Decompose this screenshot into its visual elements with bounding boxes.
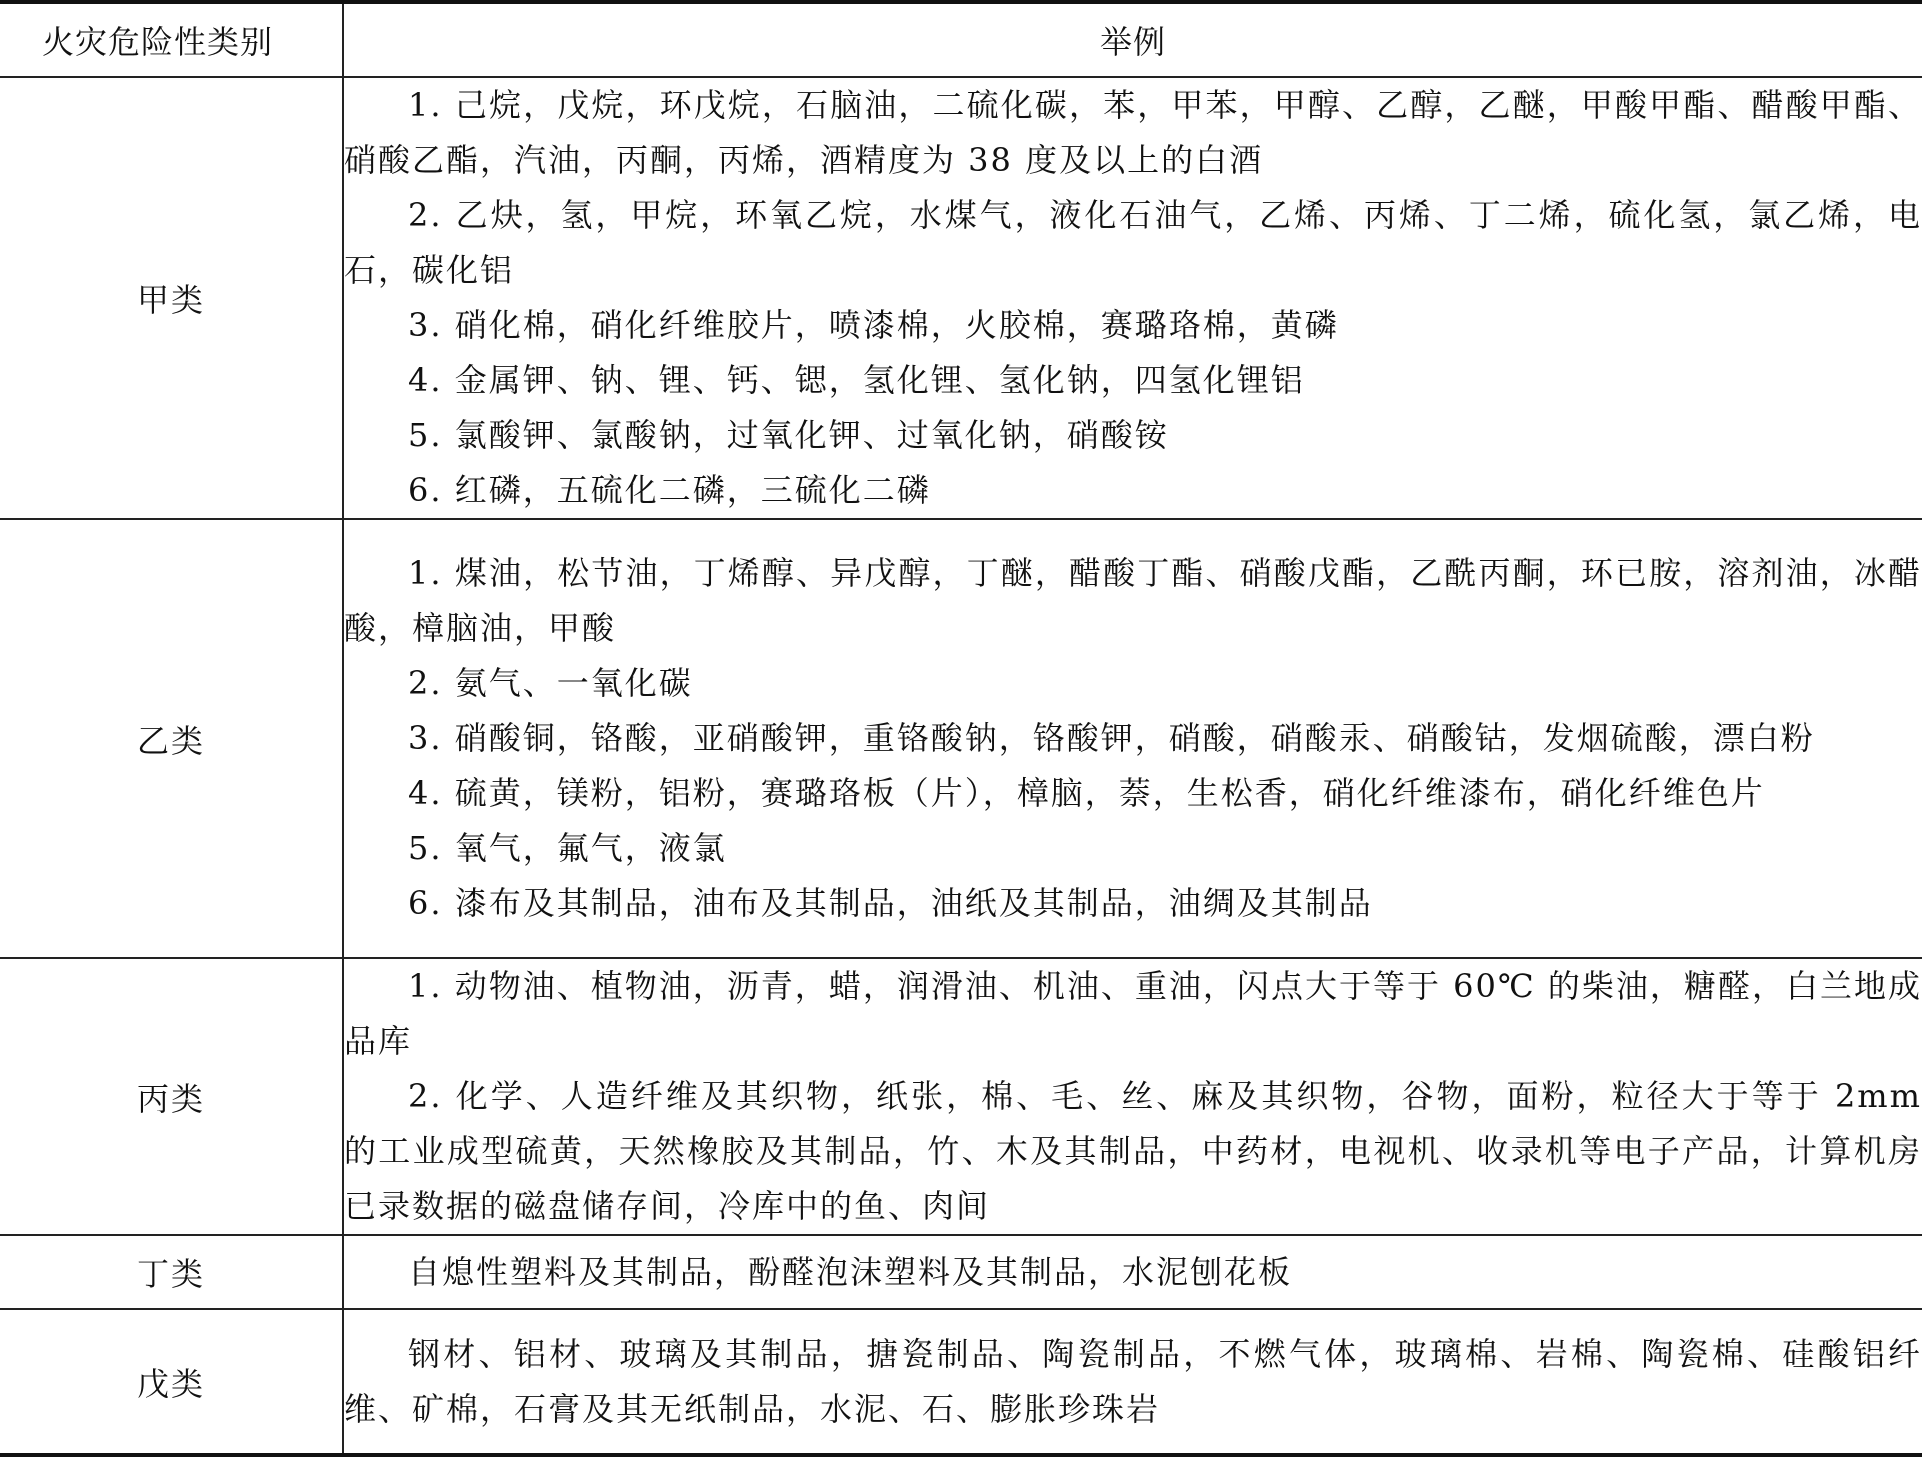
table-row <box>0 958 1922 1235</box>
table-row <box>0 77 1922 519</box>
header-examples: 举例 <box>343 2 1922 77</box>
category-cell: 甲类 <box>0 77 343 519</box>
table-row <box>0 519 1922 958</box>
example-item: 3. 硝化棉，硝化纤维胶片，喷漆棉，火胶棉，赛璐珞棉，黄磷 <box>408 306 1339 344</box>
table-row <box>0 1309 1922 1455</box>
header-category: 火灾危险性类别 <box>0 2 343 77</box>
category-cell: 乙类 <box>0 519 343 958</box>
example-item: 2. 乙炔，氢，甲烷，环氧乙烷，水煤气，液化石油气，乙烯、丙烯、丁二烯，硫化氢，氯乙烯，电石，碳化铝 <box>344 196 1922 289</box>
category-cell: 戊类 <box>0 1309 343 1455</box>
example-item: 5. 氯酸钾、氯酸钠，过氧化钾、过氧化钠，硝酸铵 <box>408 416 1169 454</box>
example-item: 1. 动物油、植物油，沥青，蜡，润滑油、机油、重油，闪点大于等于 60℃ 的柴油，糖醛，白兰地成品库 <box>344 967 1922 1060</box>
example-item: 6. 漆布及其制品，油布及其制品，油纸及其制品，油绸及其制品 <box>408 884 1373 922</box>
example-item: 6. 红磷，五硫化二磷，三硫化二磷 <box>408 471 931 509</box>
category-cell: 丙类 <box>0 958 343 1235</box>
examples-cell <box>343 1235 1922 1309</box>
example-item: 2. 氨气、一氧化碳 <box>408 664 693 702</box>
example-item: 1. 煤油，松节油，丁烯醇、异戊醇，丁醚，醋酸丁酯、硝酸戊酯，乙酰丙酮，环已胺，溶剂油，冰醋酸，樟脑油，甲酸 <box>344 554 1922 647</box>
examples-cell <box>343 958 1922 1235</box>
example-item: 5. 氧气，氟气，液氯 <box>408 829 727 867</box>
category-cell: 丁类 <box>0 1235 343 1309</box>
example-item: 4. 硫黄，镁粉，铝粉，赛璐珞板（片），樟脑，萘，生松香，硝化纤维漆布，硝化纤维色片 <box>408 774 1765 812</box>
example-item: 1. 己烷，戊烷，环戊烷，石脑油，二硫化碳，苯，甲苯，甲醇、乙醇，乙醚，甲酸甲酯、醋酸甲酯、硝酸乙酯，汽油，丙酮，丙烯，酒精度为 38 度及以上的白酒 <box>344 86 1922 179</box>
examples-cell <box>343 519 1922 958</box>
example-item: 2. 化学、人造纤维及其织物，纸张，棉、毛、丝、麻及其织物，谷物，面粉，粒径大于等于 2mm 的工业成型硫黄，天然橡胶及其制品，竹、木及其制品，中药材，电视机、收录机等电子产品，计算机房已录数据的磁盘储存间，冷库中的鱼、肉间 <box>344 1077 1922 1225</box>
table-row <box>0 1235 1922 1309</box>
example-item: 自熄性塑料及其制品，酚醛泡沫塑料及其制品，水泥刨花板 <box>408 1252 1293 1291</box>
examples-cell <box>343 77 1922 519</box>
example-item: 钢材、铝材、玻璃及其制品，搪瓷制品、陶瓷制品，不燃气体，玻璃棉、岩棉、陶瓷棉、硅酸铝纤维、矿棉，石膏及其无纸制品，水泥、石、膨胀珍珠岩 <box>344 1334 1922 1428</box>
examples-cell <box>343 1309 1922 1455</box>
header-row <box>0 2 1922 77</box>
example-item: 3. 硝酸铜，铬酸，亚硝酸钾，重铬酸钠，铬酸钾，硝酸，硝酸汞、硝酸钴，发烟硫酸，漂白粉 <box>408 719 1815 757</box>
example-item: 4. 金属钾、钠、锂、钙、锶，氢化锂、氢化钠，四氢化锂铝 <box>408 361 1305 399</box>
